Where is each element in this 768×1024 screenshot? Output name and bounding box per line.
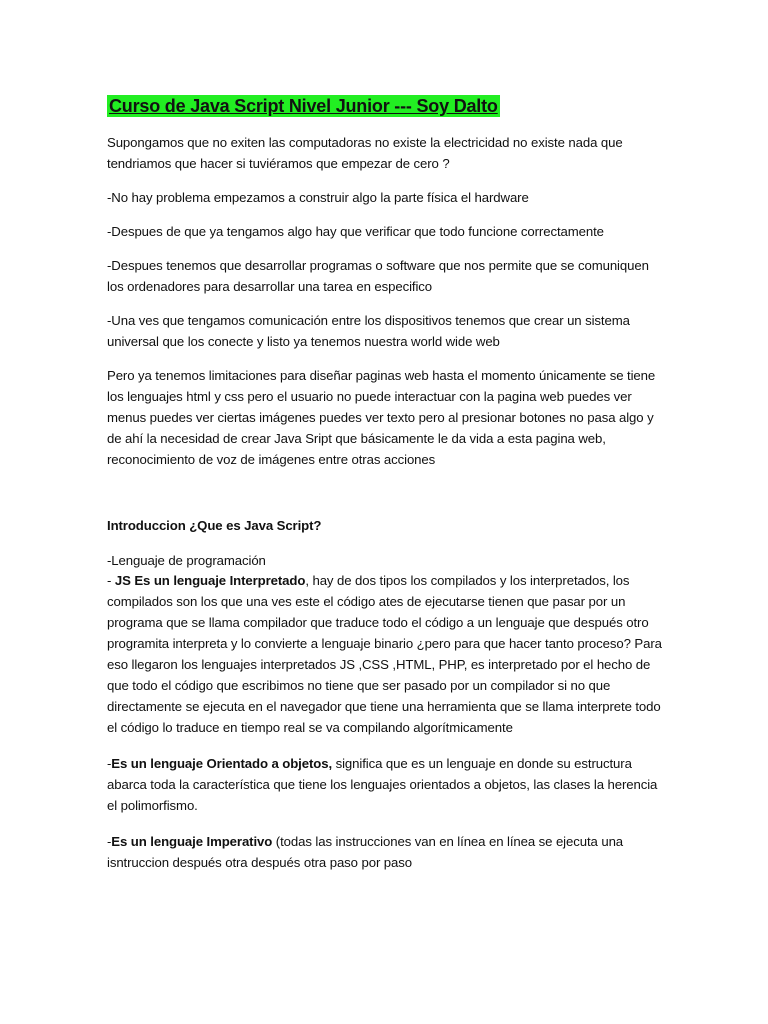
section-line-programming: -Lenguaje de programación — [107, 553, 266, 568]
objects-bold: Es un lenguaje Orientado a objetos, — [111, 756, 333, 771]
intro-paragraph-3: -Despues de que ya tengamos algo hay que verificar que todo funcione correctamente — [107, 224, 604, 239]
objects-prefix: - — [107, 756, 112, 771]
intro-paragraph-6: Pero ya tenemos limitaciones para diseñar paginas web hasta el momento únicamente se tiene los lenguajes html y css pero el usuario no puede interactuar con la pagina web puedes ver menus puedes ver ciertas imágenes puedes ver texto pero al presionar botones no pasa algo y de ahí la necesidad de crear Java Sript que básicamente le da vida a esta pagina web, reconocimiento de voz de imágenes entre otras acciones — [107, 368, 656, 467]
intro-paragraph-1: Supongamos que no exiten las computadoras no existe la electricidad no existe nada que tendriamos que hacer si tuviéramos que empezar de cero ? — [107, 135, 623, 171]
interpreted-prefix: - — [107, 573, 115, 588]
intro-paragraph-5: -Una ves que tengamos comunicación entre los dispositivos tenemos que crear un sistema universal que los conecte y listo ya tenemos nuestra world wide web — [107, 313, 630, 349]
intro-paragraph-4: -Despues tenemos que desarrollar programas o software que nos permite que se comuniquen los ordenadores para desarrollar una tarea en especifico — [107, 258, 649, 294]
interpreted-bold: JS Es un lenguaje Interpretado — [114, 573, 306, 588]
imperative-text: (todas las instrucciones van en línea en línea se ejecuta una isntruccion después otra después otra paso por paso — [107, 834, 624, 870]
imperative-prefix: - — [107, 834, 112, 849]
document-page — [107, 95, 667, 886]
section-paragraph-imperative — [107, 831, 667, 873]
imperative-bold: Es un lenguaje Imperativo — [111, 834, 273, 849]
section-paragraph-interpreted — [107, 570, 667, 738]
objects-text: significa que es un lenguaje en donde su estructura abarca toda la característica que tiene los lenguajes orientados a objetos, las clases la herencia el polimorfismo. — [107, 756, 658, 813]
section-paragraph-objects — [107, 753, 667, 816]
section-heading: Introduccion ¿Que es Java Script? — [107, 518, 322, 533]
interpreted-text: , hay de dos tipos los compilados y los interpretados, los compilados son los que una ves este el código ates de ejecutarse tienen que pasar por un programa que se llama compilador que traduce todo el código a un lenguaje que después otro programita interpreta y lo convierte a lenguaje binario ¿pero para que hacer tanto proceso? Para eso llegaron los lenguajes interpretados JS ,CSS ,HTML, PHP, es interpretado por el hecho de que todo el código que escribimos no tiene que ser pasado por un compilador si no que directamente se ejecuta en el navegador que tiene una herramienta que se llama interprete todo el código lo traduce en tiempo real se va compilando algorítmicamente — [107, 573, 662, 735]
document-title: Curso de Java Script Nivel Junior --- Soy Dalto — [109, 96, 498, 116]
intro-paragraph-2: -No hay problema empezamos a construir algo la parte física el hardware — [107, 190, 529, 205]
